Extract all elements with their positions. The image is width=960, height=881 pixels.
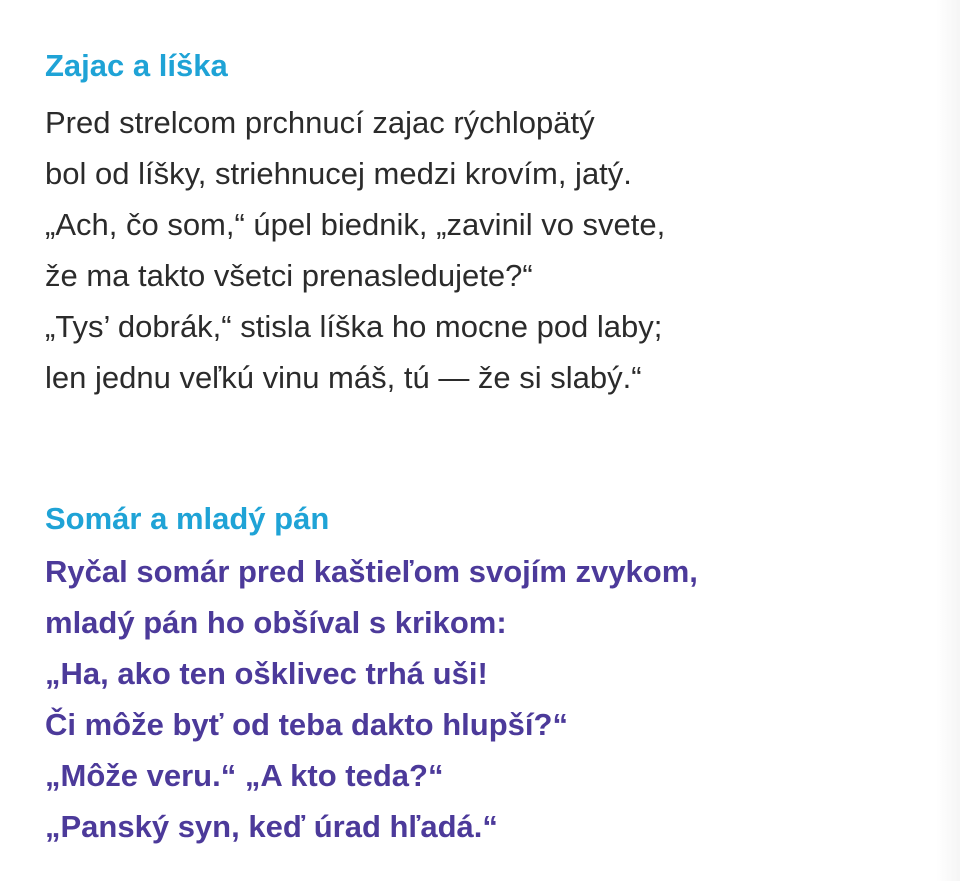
verse-line: „Panský syn, keď úrad hľadá.“ xyxy=(45,809,498,844)
verse-line: „Tys’ dobrák,“ stisla líška ho mocne pod laby; xyxy=(45,309,663,344)
verse-line: „Ha, ako ten ošklivec trhá uši! xyxy=(45,656,488,691)
poem-title: Zajac a líška xyxy=(45,48,228,83)
verse-line: len jednu veľkú vinu máš, tú — že si slabý.“ xyxy=(45,360,642,395)
verse-line: „Môže veru.“ „A kto teda?“ xyxy=(45,758,444,793)
verse-line: Či môže byť od teba dakto hlupší?“ xyxy=(45,707,568,742)
verse-line: že ma takto všetci prenasledujete?“ xyxy=(45,258,533,293)
poem-verse xyxy=(45,97,925,403)
verse-line: „Ach, čo som,“ úpel biednik, „zavinil vo svete, xyxy=(45,207,666,242)
poem-title: Somár a mladý pán xyxy=(45,501,330,536)
page-edge-shade xyxy=(936,0,960,881)
verse-line: Pred strelcom prchnucí zajac rýchlopätý xyxy=(45,105,595,140)
poem-verse xyxy=(45,546,925,852)
verse-line: Ryčal somár pred kaštieľom svojím zvykom, xyxy=(45,554,698,589)
poem-zajac-a-liska xyxy=(45,46,925,403)
poem-somar-a-mlady-pan xyxy=(45,499,925,852)
verse-line: mladý pán ho obšíval s krikom: xyxy=(45,605,507,640)
verse-line: bol od líšky, striehnucej medzi krovím, jatý. xyxy=(45,156,632,191)
